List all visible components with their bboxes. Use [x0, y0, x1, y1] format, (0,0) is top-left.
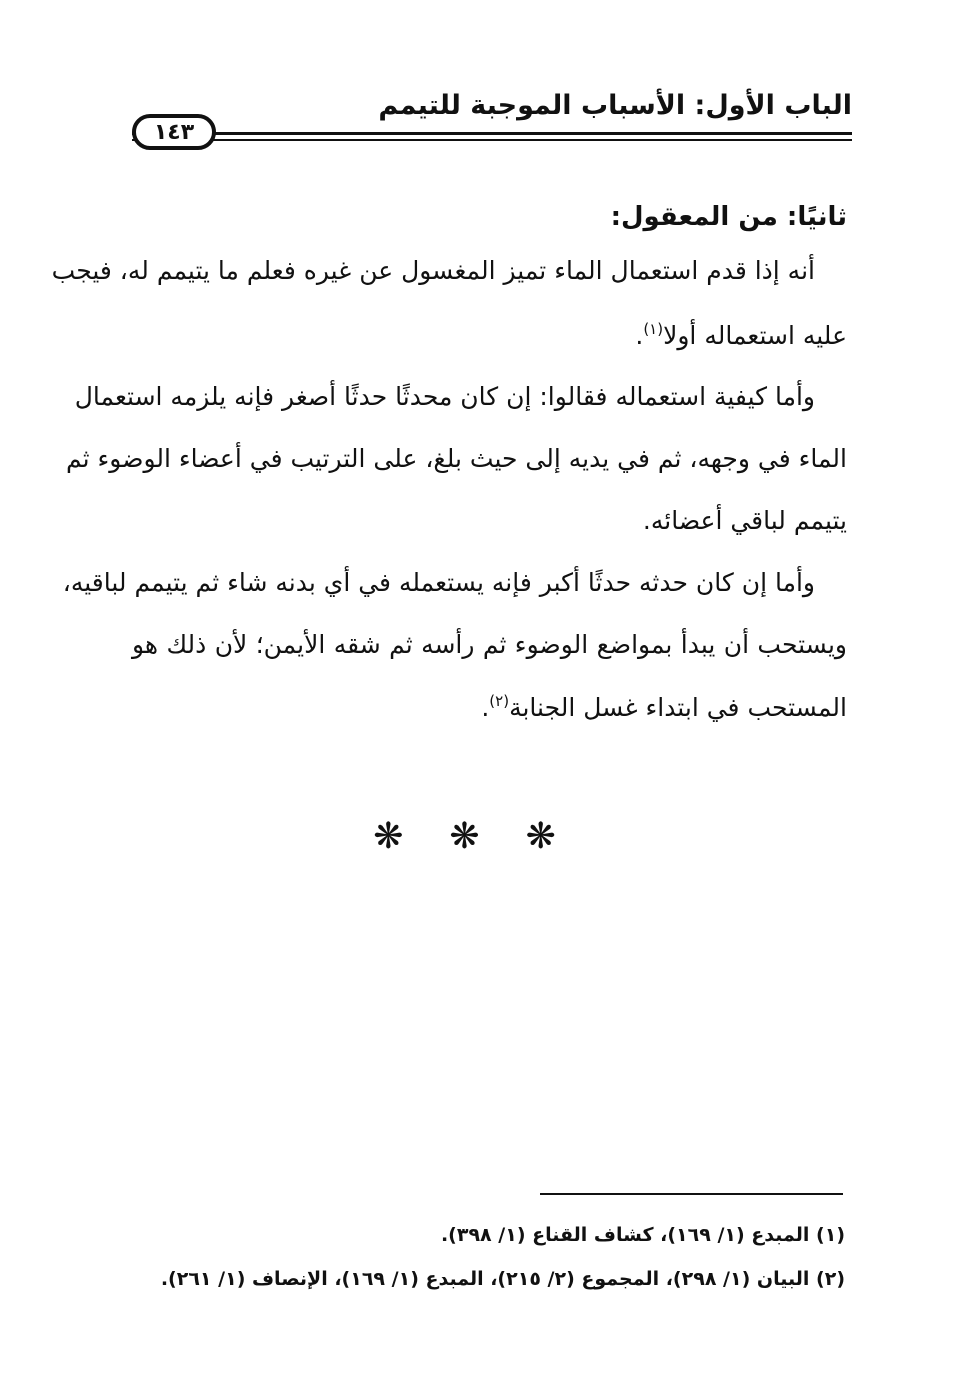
- sentence-period: .: [635, 321, 644, 350]
- asterisk-ornament: ❋: [525, 816, 582, 857]
- text-line: [132, 322, 847, 348]
- footnote-ref: (٢): [489, 692, 510, 710]
- footnote-ref: (١): [643, 320, 664, 338]
- text-line: أنه إذا قدم استعمال الماء تميز المغسول عن غيره فعلم ما يتيمم له، فيجب: [51, 256, 815, 285]
- footnote-rule: [540, 1193, 843, 1195]
- running-title: الباب الأول: الأسباب الموجبة للتيمم: [378, 90, 852, 121]
- text-span: عليه استعماله أولا: [663, 321, 847, 350]
- sentence-period: .: [481, 693, 490, 722]
- header-rule: [132, 132, 852, 135]
- section-heading: ثانيًا: من المعقول:: [610, 202, 847, 232]
- text-line: يتيمم لباقي أعضائه.: [642, 506, 847, 535]
- section-separator: [0, 816, 955, 857]
- text-line: وأما إن كان حدثه حدثًا أكبر فإنه يستعمله في أي بدنه شاء ثم يتيمم لباقيه،: [62, 568, 815, 597]
- header-rule-secondary: [132, 139, 852, 141]
- text-line: ويستحب أن يبدأ بمواضع الوضوء ثم رأسه ثم شقه الأيمن؛ لأن ذلك هو: [132, 630, 847, 659]
- paragraph-1: [51, 256, 847, 358]
- footnote-1: (١) المبدع (١/ ١٦٩)، كشاف القناع (١/ ٣٩٨).: [440, 1224, 845, 1246]
- page-number: ١٤٣: [132, 114, 216, 150]
- text-line: [132, 694, 847, 720]
- text-line: وأما كيفية استعماله فقالوا: إن كان محدثًا حدثًا أصغر فإنه يلزمه استعمال: [74, 382, 815, 411]
- asterisk-ornament: ❋: [449, 816, 506, 857]
- paragraph-2: [66, 382, 847, 554]
- text-span: المستحب في ابتداء غسل الجنابة: [509, 693, 847, 722]
- asterisk-ornament: ❋: [373, 816, 430, 857]
- footnote-2: (٢) البيان (١/ ٢٩٨)، المجموع (٢/ ٢١٥)، المبدع (١/ ١٦٩)، الإنصاف (١/ ٢٦١).: [160, 1268, 845, 1290]
- paragraph-3: [62, 568, 847, 740]
- text-line: الماء في وجهه، ثم في يديه إلى حيث بلغ، على الترتيب في أعضاء الوضوء ثم: [66, 444, 847, 473]
